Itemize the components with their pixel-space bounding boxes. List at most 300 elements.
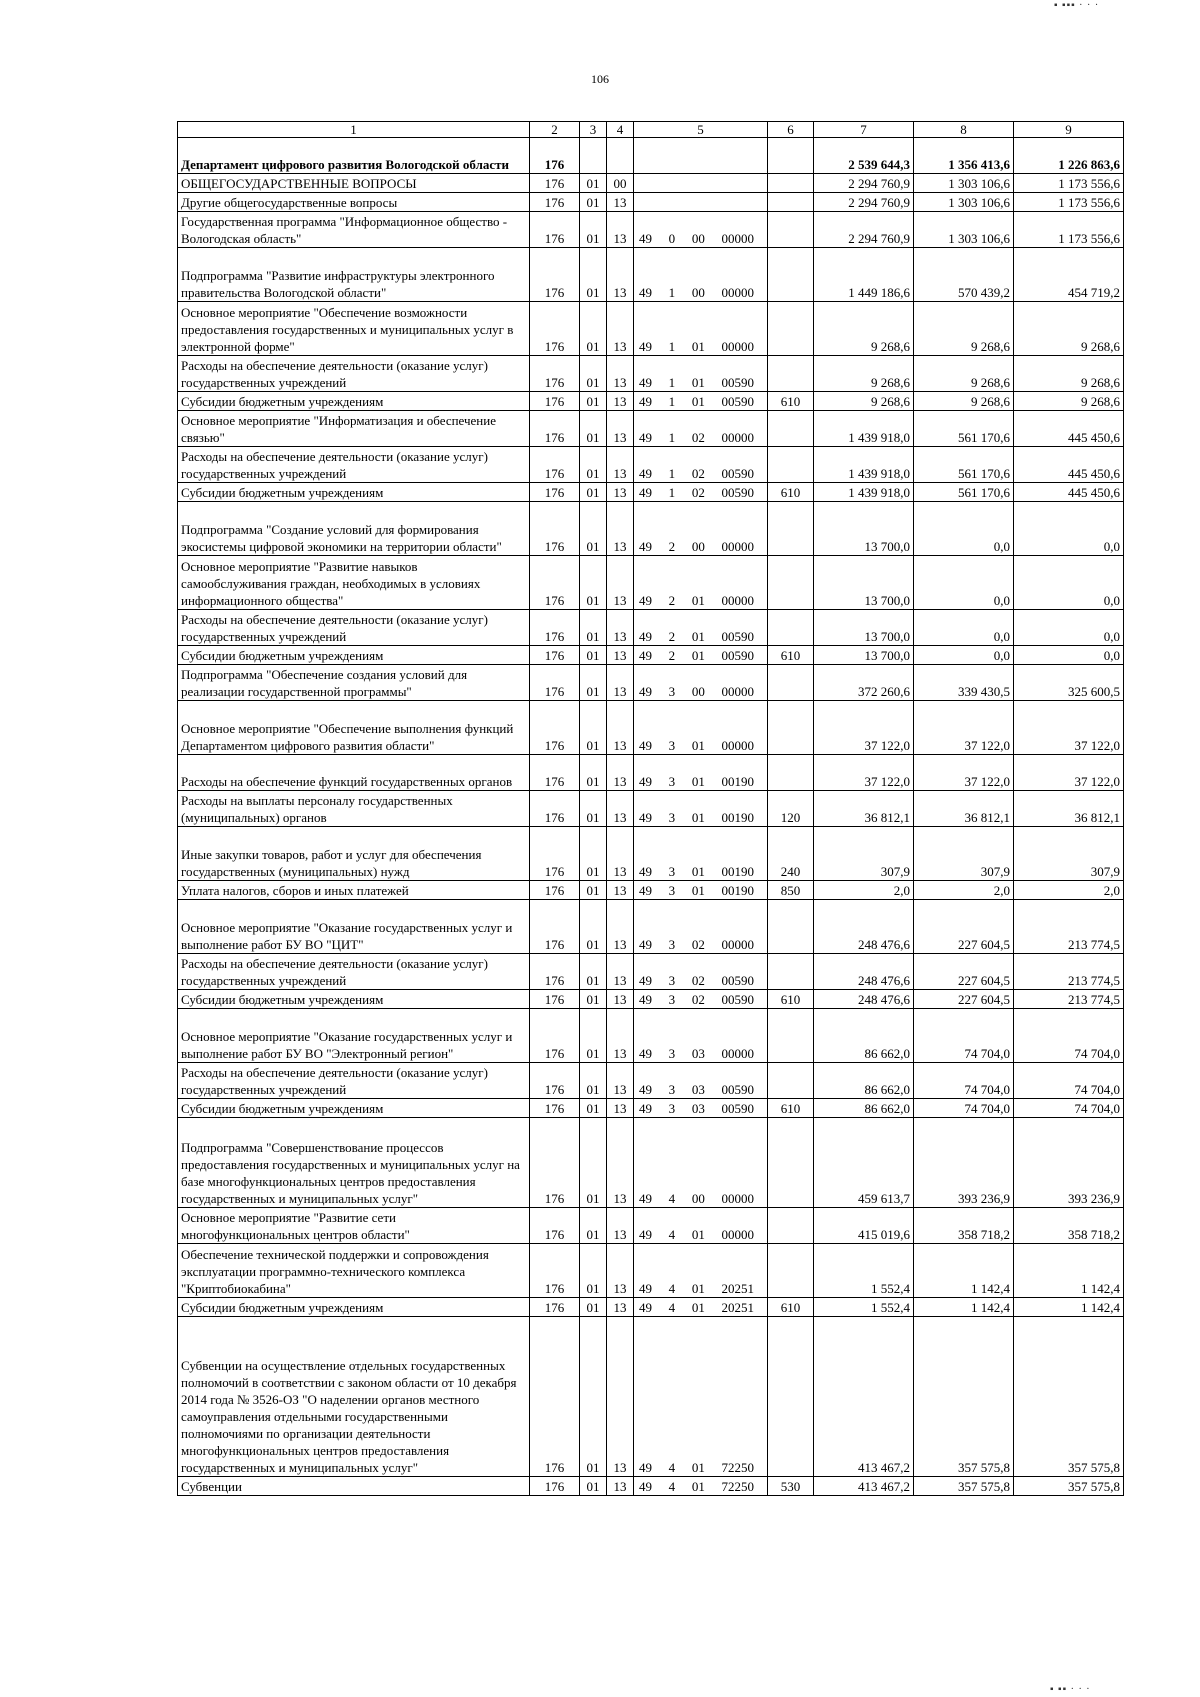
row-amount-year3: 0,0 [1014,556,1124,610]
row-amount-year2: 393 236,9 [914,1118,1014,1208]
target-article-part: 49 [639,774,652,789]
row-amount-year3: 358 718,2 [1014,1208,1124,1244]
row-target-article [634,483,768,502]
row-target-article [634,610,768,646]
table-row [178,1063,1124,1099]
target-article-part: 2 [668,648,676,663]
row-amount-year1: 2 294 760,9 [814,174,914,193]
row-ministry-code: 176 [530,138,580,174]
row-name: Подпрограмма "Развитие инфраструктуры электронного правительства Вологодской области" [178,248,530,302]
target-article-part: 49 [639,810,652,825]
row-ministry-code: 176 [530,954,580,990]
table-row [178,701,1124,755]
row-subsection-code: 13 [607,900,634,954]
row-expense-type [768,755,814,791]
row-subsection-code: 13 [607,356,634,392]
row-section-code: 01 [580,502,607,556]
row-name: Основное мероприятие "Развитие сети многофункциональных центров области" [178,1208,530,1244]
table-row [178,1009,1124,1063]
row-amount-year3: 0,0 [1014,610,1124,646]
target-article-part: 02 [691,937,705,952]
row-amount-year2: 9 268,6 [914,302,1014,356]
row-expense-type [768,610,814,646]
target-article-part: 49 [639,1191,652,1206]
table-row [178,212,1124,248]
target-article-part: 02 [691,992,705,1007]
row-amount-year3: 1 173 556,6 [1014,212,1124,248]
table-row [178,392,1124,411]
row-amount-year2: 358 718,2 [914,1208,1014,1244]
target-article-part: 01 [691,1479,705,1494]
target-article-part: 49 [639,738,652,753]
row-target-article [634,174,768,193]
row-target-article [634,646,768,665]
target-article-part: 4 [668,1191,676,1206]
target-article-part: 02 [691,973,705,988]
row-section-code: 01 [580,1009,607,1063]
target-article-part: 02 [691,485,705,500]
row-section-code: 01 [580,1477,607,1496]
table-body [178,138,1124,1496]
target-article-part: 03 [691,1046,705,1061]
table-row [178,483,1124,502]
target-article-part: 01 [691,1300,705,1315]
row-ministry-code: 176 [530,1298,580,1317]
row-expense-type [768,356,814,392]
target-article-part: 20251 [721,1300,754,1315]
row-amount-year2: 0,0 [914,646,1014,665]
row-section-code: 01 [580,248,607,302]
row-subsection-code: 13 [607,392,634,411]
row-subsection-code: 13 [607,483,634,502]
row-ministry-code: 176 [530,610,580,646]
row-amount-year2: 357 575,8 [914,1477,1014,1496]
row-name: Обеспечение технической поддержки и сопровождения эксплуатации программно-технического комплекса "Криптобиокабина" [178,1244,530,1298]
target-article-part: 49 [639,1082,652,1097]
row-target-article [634,392,768,411]
row-amount-year2: 36 812,1 [914,791,1014,827]
row-amount-year3: 9 268,6 [1014,392,1124,411]
row-section-code: 01 [580,881,607,900]
row-amount-year3: 213 774,5 [1014,990,1124,1009]
row-amount-year1: 9 268,6 [814,302,914,356]
target-article-part: 49 [639,1227,652,1242]
target-article-part: 00 [691,684,705,699]
row-amount-year3: 1 142,4 [1014,1244,1124,1298]
row-target-article [634,556,768,610]
row-target-article [634,1317,768,1477]
row-target-article [634,701,768,755]
target-article-part: 00 [691,231,705,246]
table-row [178,990,1124,1009]
target-article-part: 49 [639,593,652,608]
row-amount-year3: 213 774,5 [1014,954,1124,990]
table-row [178,900,1124,954]
target-article-part: 3 [668,864,676,879]
target-article-part: 3 [668,774,676,789]
target-article-part: 2 [668,539,676,554]
target-article-part: 00000 [721,1191,754,1206]
table-row [178,665,1124,701]
target-article-part: 00000 [721,937,754,952]
target-article-part: 49 [639,973,652,988]
row-target-article [634,1298,768,1317]
row-expense-type [768,212,814,248]
row-amount-year3: 1 226 863,6 [1014,138,1124,174]
row-amount-year1: 2 294 760,9 [814,212,914,248]
target-article-part: 03 [691,1101,705,1116]
target-article-part: 00190 [721,864,754,879]
target-article-part: 4 [668,1479,676,1494]
row-section-code: 01 [580,483,607,502]
row-section-code: 01 [580,610,607,646]
row-ministry-code: 176 [530,1477,580,1496]
target-article-part: 4 [668,1460,676,1475]
table-row [178,646,1124,665]
row-name: Расходы на обеспечение функций государственных органов [178,755,530,791]
row-subsection-code: 13 [607,1317,634,1477]
row-expense-type: 610 [768,392,814,411]
target-article-part: 1 [668,394,676,409]
target-article-part: 49 [639,394,652,409]
row-amount-year2: 1 142,4 [914,1244,1014,1298]
target-article-part: 00590 [721,629,754,644]
target-article-part: 00 [691,539,705,554]
row-amount-year3: 36 812,1 [1014,791,1124,827]
row-expense-type [768,900,814,954]
target-article-part: 01 [691,738,705,753]
row-expense-type [768,701,814,755]
row-subsection-code: 13 [607,1298,634,1317]
row-expense-type [768,193,814,212]
row-subsection-code: 13 [607,1009,634,1063]
row-amount-year1: 37 122,0 [814,701,914,755]
row-amount-year2: 9 268,6 [914,356,1014,392]
target-article-part: 49 [639,1281,652,1296]
row-amount-year3: 357 575,8 [1014,1477,1124,1496]
row-section-code: 01 [580,411,607,447]
row-expense-type [768,1118,814,1208]
table-row [178,502,1124,556]
target-article-part: 00000 [721,684,754,699]
row-amount-year2: 37 122,0 [914,701,1014,755]
row-target-article [634,990,768,1009]
row-target-article [634,138,768,174]
row-expense-type: 610 [768,990,814,1009]
row-amount-year3: 325 600,5 [1014,665,1124,701]
row-name: Субсидии бюджетным учреждениям [178,990,530,1009]
row-amount-year2: 357 575,8 [914,1317,1014,1477]
target-article-part: 3 [668,1101,676,1116]
target-article-part: 3 [668,937,676,952]
row-name: Субсидии бюджетным учреждениям [178,483,530,502]
row-subsection-code: 13 [607,701,634,755]
row-target-article [634,502,768,556]
row-target-article [634,302,768,356]
target-article-part: 3 [668,973,676,988]
row-subsection-code: 13 [607,791,634,827]
table-row [178,1099,1124,1118]
target-article-part: 01 [691,774,705,789]
row-ministry-code: 176 [530,556,580,610]
table-row [178,791,1124,827]
row-target-article [634,900,768,954]
row-amount-year1: 2,0 [814,881,914,900]
target-article-part: 72250 [721,1479,754,1494]
table-row [178,248,1124,302]
row-ministry-code: 176 [530,447,580,483]
row-target-article [634,1477,768,1496]
scan-mark: ▪ ▪▪▪ · · · [1054,0,1100,11]
row-expense-type [768,1317,814,1477]
row-amount-year2: 74 704,0 [914,1099,1014,1118]
row-expense-type [768,665,814,701]
target-article-part: 01 [691,810,705,825]
row-expense-type: 850 [768,881,814,900]
row-subsection-code: 13 [607,1244,634,1298]
row-expense-type [768,954,814,990]
row-name: Уплата налогов, сборов и иных платежей [178,881,530,900]
row-subsection-code: 13 [607,556,634,610]
target-article-part: 02 [691,430,705,445]
column-number: 5 [634,122,768,138]
row-amount-year1: 13 700,0 [814,610,914,646]
row-subsection-code: 13 [607,827,634,881]
target-article-part: 00000 [721,539,754,554]
target-article-part: 02 [691,466,705,481]
target-article-part: 1 [668,285,676,300]
target-article-part: 00000 [721,231,754,246]
target-article-part: 00190 [721,810,754,825]
row-subsection-code: 13 [607,212,634,248]
row-amount-year1: 86 662,0 [814,1009,914,1063]
target-article-part: 4 [668,1281,676,1296]
target-article-part: 49 [639,539,652,554]
row-target-article [634,1118,768,1208]
row-name: Субсидии бюджетным учреждениям [178,1298,530,1317]
row-subsection-code: 13 [607,447,634,483]
row-amount-year1: 1 439 918,0 [814,411,914,447]
target-article-part: 49 [639,1460,652,1475]
row-amount-year1: 307,9 [814,827,914,881]
row-amount-year2: 307,9 [914,827,1014,881]
row-ministry-code: 176 [530,302,580,356]
row-subsection-code: 13 [607,193,634,212]
table-row [178,302,1124,356]
row-expense-type [768,1009,814,1063]
row-amount-year2: 1 356 413,6 [914,138,1014,174]
row-name: Субсидии бюджетным учреждениям [178,1099,530,1118]
target-article-part: 00590 [721,466,754,481]
row-amount-year1: 13 700,0 [814,646,914,665]
row-section-code: 01 [580,1208,607,1244]
target-article-part: 49 [639,992,652,1007]
column-number: 8 [914,122,1014,138]
table-row [178,1208,1124,1244]
row-amount-year2: 561 170,6 [914,411,1014,447]
row-amount-year3: 213 774,5 [1014,900,1124,954]
row-amount-year3: 1 173 556,6 [1014,174,1124,193]
row-amount-year1: 13 700,0 [814,502,914,556]
row-section-code: 01 [580,1317,607,1477]
row-amount-year2: 2,0 [914,881,1014,900]
row-name: Другие общегосударственные вопросы [178,193,530,212]
row-amount-year2: 339 430,5 [914,665,1014,701]
target-article-part: 1 [668,430,676,445]
row-subsection-code: 13 [607,1118,634,1208]
row-name: Основное мероприятие "Обеспечение выполнения функций Департаментом цифрового развития области" [178,701,530,755]
row-name: Расходы на обеспечение деятельности (оказание услуг) государственных учреждений [178,447,530,483]
row-amount-year1: 2 539 644,3 [814,138,914,174]
row-amount-year2: 74 704,0 [914,1063,1014,1099]
row-target-article [634,791,768,827]
row-ministry-code: 176 [530,193,580,212]
row-section-code: 01 [580,646,607,665]
target-article-part: 3 [668,810,676,825]
row-section-code: 01 [580,193,607,212]
target-article-part: 00590 [721,375,754,390]
row-section-code: 01 [580,665,607,701]
row-amount-year3: 0,0 [1014,646,1124,665]
target-article-part: 1 [668,339,676,354]
row-amount-year1: 1 552,4 [814,1244,914,1298]
row-target-article [634,827,768,881]
row-amount-year3: 9 268,6 [1014,302,1124,356]
row-amount-year3: 393 236,9 [1014,1118,1124,1208]
target-article-part: 2 [668,593,676,608]
row-expense-type [768,138,814,174]
target-article-part: 00590 [721,1082,754,1097]
row-subsection-code: 13 [607,665,634,701]
row-name: Основное мероприятие "Развитие навыков самообслуживания граждан, необходимых в условиях информационного общества" [178,556,530,610]
row-section-code: 01 [580,990,607,1009]
row-section-code: 01 [580,1244,607,1298]
row-expense-type [768,302,814,356]
row-subsection-code: 13 [607,610,634,646]
table-row [178,1244,1124,1298]
table-row [178,1317,1124,1477]
table-row [178,556,1124,610]
row-ministry-code: 176 [530,248,580,302]
row-amount-year2: 227 604,5 [914,990,1014,1009]
row-subsection-code: 13 [607,411,634,447]
row-ministry-code: 176 [530,392,580,411]
row-target-article [634,954,768,990]
target-article-part: 3 [668,992,676,1007]
row-expense-type [768,447,814,483]
row-name: Расходы на обеспечение деятельности (оказание услуг) государственных учреждений [178,356,530,392]
row-expense-type [768,556,814,610]
row-amount-year1: 37 122,0 [814,755,914,791]
row-target-article [634,1099,768,1118]
target-article-part: 49 [639,937,652,952]
row-expense-type: 120 [768,791,814,827]
target-article-part: 49 [639,339,652,354]
row-name: Субвенции [178,1477,530,1496]
target-article-part: 01 [691,1227,705,1242]
table-row [178,447,1124,483]
column-number: 6 [768,122,814,138]
row-amount-year1: 36 812,1 [814,791,914,827]
target-article-part: 4 [668,1227,676,1242]
row-amount-year3: 1 142,4 [1014,1298,1124,1317]
row-target-article [634,1009,768,1063]
row-target-article [634,1063,768,1099]
target-article-part: 01 [691,1281,705,1296]
row-expense-type [768,1063,814,1099]
target-article-part: 00000 [721,738,754,753]
row-amount-year3: 445 450,6 [1014,411,1124,447]
column-number-row [178,122,1124,138]
target-article-part: 00590 [721,973,754,988]
target-article-part: 49 [639,485,652,500]
row-expense-type: 610 [768,646,814,665]
target-article-part: 00000 [721,339,754,354]
row-target-article [634,411,768,447]
table-row [178,954,1124,990]
row-expense-type [768,1208,814,1244]
row-subsection-code: 13 [607,1063,634,1099]
target-article-part: 01 [691,339,705,354]
row-target-article [634,755,768,791]
row-amount-year1: 415 019,6 [814,1208,914,1244]
row-amount-year1: 9 268,6 [814,356,914,392]
row-section-code: 01 [580,1298,607,1317]
row-ministry-code: 176 [530,1317,580,1477]
row-amount-year3: 74 704,0 [1014,1009,1124,1063]
target-article-part: 00590 [721,485,754,500]
target-article-part: 3 [668,684,676,699]
row-subsection-code: 13 [607,248,634,302]
row-target-article [634,881,768,900]
row-target-article [634,248,768,302]
row-amount-year2: 74 704,0 [914,1009,1014,1063]
row-amount-year2: 1 142,4 [914,1298,1014,1317]
row-name: Расходы на обеспечение деятельности (оказание услуг) государственных учреждений [178,1063,530,1099]
table-row [178,174,1124,193]
row-amount-year2: 0,0 [914,556,1014,610]
row-expense-type [768,411,814,447]
row-expense-type: 240 [768,827,814,881]
target-article-part: 2 [668,629,676,644]
row-amount-year2: 227 604,5 [914,954,1014,990]
row-subsection-code: 13 [607,954,634,990]
row-ministry-code: 176 [530,990,580,1009]
target-article-part: 1 [668,375,676,390]
row-expense-type [768,174,814,193]
row-amount-year1: 1 439 918,0 [814,483,914,502]
target-article-part: 3 [668,1046,676,1061]
row-ministry-code: 176 [530,502,580,556]
target-article-part: 3 [668,1082,676,1097]
row-section-code: 01 [580,1118,607,1208]
row-target-article [634,212,768,248]
table-row [178,1298,1124,1317]
row-amount-year2: 561 170,6 [914,483,1014,502]
row-name: Основное мероприятие "Оказание государственных услуг и выполнение работ БУ ВО "Электронный регион" [178,1009,530,1063]
row-amount-year2: 561 170,6 [914,447,1014,483]
target-article-part: 49 [639,375,652,390]
table-row [178,610,1124,646]
row-name: Подпрограмма "Совершенствование процессов предоставления государственных и муниципальных услуг на базе многофункциональных центров предоставления государственных и муниципальных услуг" [178,1118,530,1208]
target-article-part: 00000 [721,285,754,300]
target-article-part: 49 [639,285,652,300]
row-amount-year1: 372 260,6 [814,665,914,701]
row-subsection-code: 13 [607,990,634,1009]
target-article-part: 00590 [721,1101,754,1116]
row-ministry-code: 176 [530,356,580,392]
row-subsection-code: 13 [607,502,634,556]
